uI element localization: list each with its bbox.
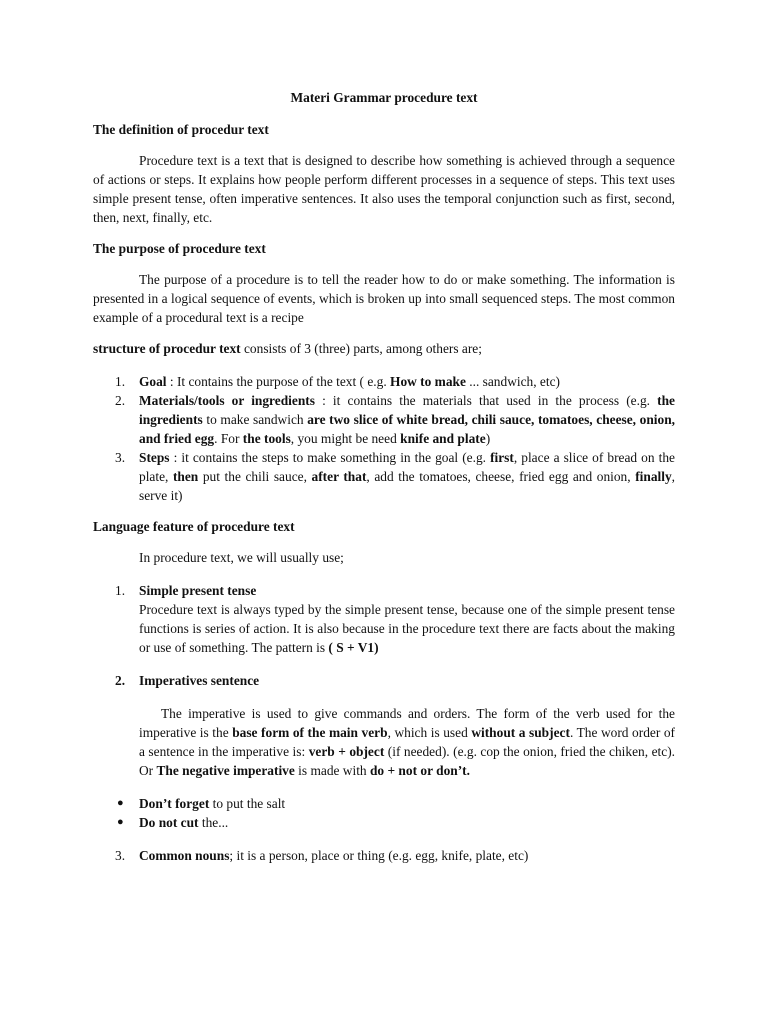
item-text: ) (485, 431, 491, 446)
item-label: Steps (139, 450, 170, 465)
item-bold: first (490, 450, 514, 465)
item-bold: the tools (242, 431, 291, 446)
item-text: The imperative is used to give commands and orders. The form of the verb used for the imperative is the (139, 706, 675, 740)
item-title: Common nouns (139, 848, 230, 863)
item-text: , you might be need (290, 431, 401, 446)
document-title: Materi Grammar procedure text (290, 90, 478, 105)
item-text: Procedure text is always typed by the simple present tense, because one of the simple present tense functions is series of action. It is also because in the procedure text there are facts about the making or use of something. The pattern is (139, 602, 675, 655)
bullet-icon: ● (117, 816, 124, 828)
item-label: Materials/tools or ingredients (139, 393, 315, 408)
item-label: Goal (139, 374, 167, 389)
item-number: 2. (115, 393, 126, 408)
item-bold: without a subject (471, 725, 570, 740)
item-bold: verb + object (308, 744, 385, 759)
item-text: ... sandwich, etc) (465, 374, 560, 389)
item-bold: after that (311, 469, 367, 484)
item-title: Imperatives sentence (139, 673, 260, 688)
item-text: ; it is a person, place or thing (e.g. egg, knife, plate, etc) (229, 848, 529, 863)
language-item-imperatives (93, 671, 675, 780)
item-text: put the chili sauce, (198, 469, 312, 484)
item-text: is made with (294, 763, 370, 778)
item-title: Simple present tense (139, 583, 257, 598)
language-heading: Language feature of procedure text (93, 519, 295, 534)
item-text: to make sandwich (202, 412, 308, 427)
language-intro: In procedure text, we will usually use; (139, 550, 344, 565)
item-number: 1. (115, 583, 126, 598)
item-bold: then (172, 469, 199, 484)
item-bold: How to make (390, 374, 466, 389)
item-text: : it contains the steps to make something in the goal (e.g. (169, 450, 491, 465)
list-item (93, 794, 675, 813)
item-text: to put the salt (209, 796, 286, 811)
item-text: , serve it) (139, 469, 676, 503)
structure-list (93, 372, 675, 505)
item-bold: base form of the main verb (232, 725, 388, 740)
item-text: . For (214, 431, 243, 446)
pattern-formula: ( S + V1) (328, 640, 379, 655)
item-text: (if needed). (e.g. cop the onion, fried the chiken, etc). Or (139, 744, 675, 778)
definition-paragraph: Procedure text is a text that is designed to describe how something is achieved through a sequence of actions or steps. It explains how people perform different processes in a sequence of steps. This text uses simple present tense, often imperative sentences. It also uses the temporal conjunction such as first, second, then, next, finally, etc. (93, 153, 675, 225)
item-text: the... (198, 815, 229, 830)
item-number: 1. (115, 374, 126, 389)
bullet-icon: ● (117, 797, 124, 809)
item-bold: Do not cut (139, 815, 199, 830)
item-bold: are two slice of white bread, chili sauce, tomatoes, cheese, onion, and fried egg (139, 412, 675, 446)
item-bold: The negative imperative (156, 763, 295, 778)
purpose-paragraph: The purpose of a procedure is to tell the reader how to do or make something. The information is presented in a logical sequence of events, which is broken up into small sequenced steps. The most common example of a procedural text is a recipe (93, 272, 675, 325)
structure-intro-rest: consists of 3 (three) parts, among others are; (240, 341, 482, 356)
imperative-examples (93, 794, 675, 832)
item-bold: knife and plate (400, 431, 486, 446)
item-number: 3. (115, 848, 126, 863)
item-bold: Don’t forget (139, 796, 210, 811)
item-text: . The word order of a sentence in the imperative is: (139, 725, 675, 759)
item-bold: the ingredients (139, 393, 675, 427)
item-text: , place a slice of bread on the plate, (139, 450, 675, 484)
imperative-paragraph (139, 704, 675, 780)
document-body (93, 88, 675, 879)
item-text: , which is used (387, 725, 472, 740)
item-number: 3. (115, 450, 126, 465)
language-item-common-nouns (93, 846, 675, 865)
structure-intro-bold: structure of procedur text (93, 341, 241, 356)
list-item (93, 813, 675, 832)
structure-item-materials (93, 391, 675, 448)
definition-heading: The definition of procedur text (93, 122, 269, 137)
item-text: : It contains the purpose of the text ( e.g. (166, 374, 391, 389)
structure-intro (93, 339, 675, 358)
item-text: : it contains the materials that used in the process (e.g. (314, 393, 658, 408)
item-bold: do + not or don’t. (369, 763, 470, 778)
purpose-heading: The purpose of procedure text (93, 241, 266, 256)
language-item-simple-present (93, 581, 675, 657)
item-number: 2. (115, 673, 126, 688)
item-bold: finally (635, 469, 672, 484)
item-text: , add the tomatoes, cheese, fried egg and onion, (366, 469, 636, 484)
structure-item-steps (93, 448, 675, 505)
structure-item-goal (93, 372, 675, 391)
